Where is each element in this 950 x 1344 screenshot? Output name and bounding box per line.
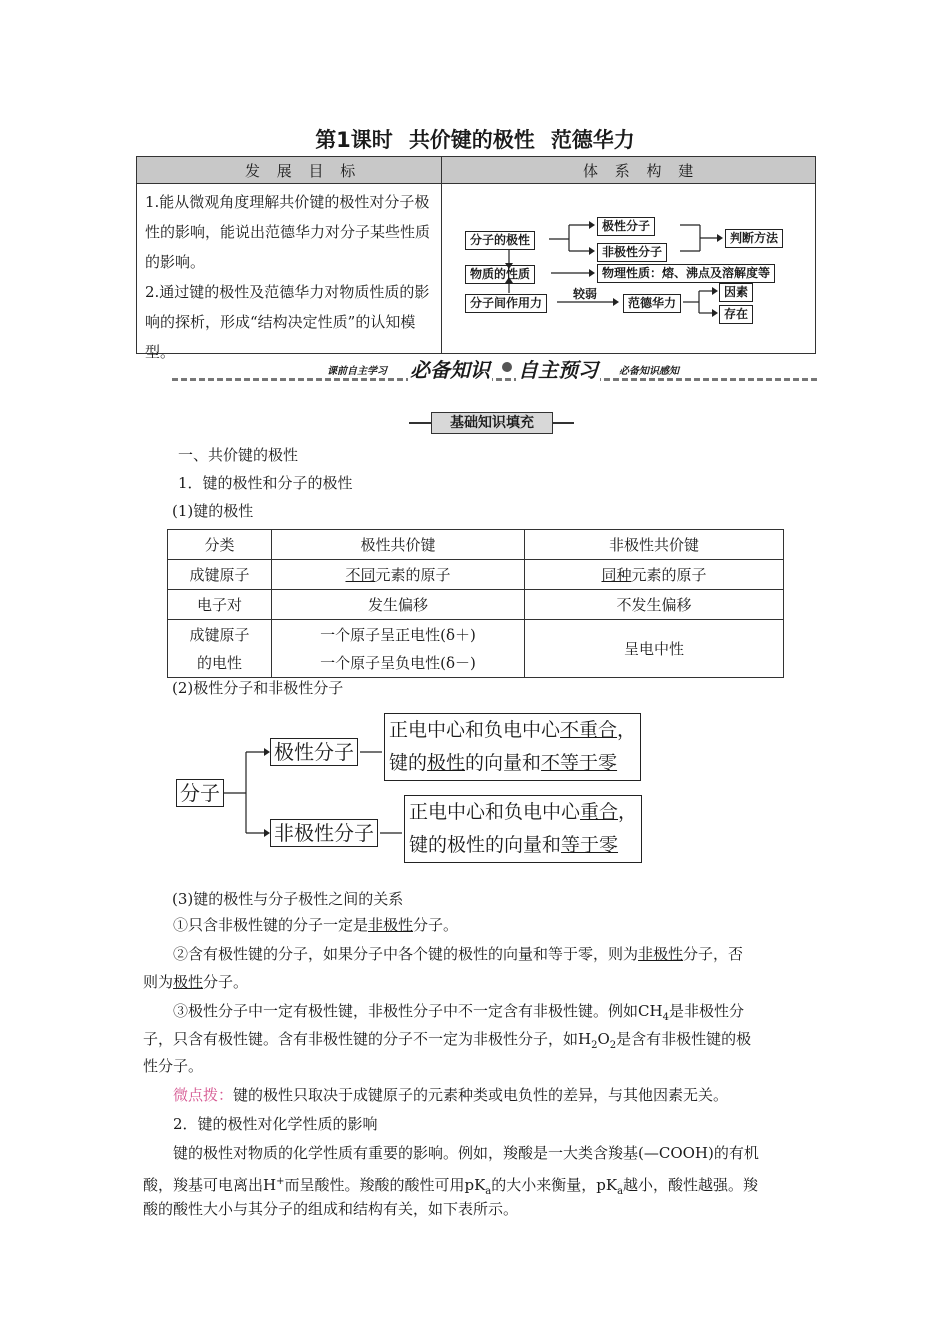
node-substance-properties: 物质的性质: [465, 265, 535, 284]
node-factors: 因素: [719, 283, 753, 302]
banner-left: 课前自主学习: [324, 362, 390, 377]
node-van-der-waals: 范德华力: [623, 294, 681, 313]
banner-title-2: 自主预习: [516, 354, 600, 383]
th-nonpolar: 非极性共价键: [525, 530, 784, 560]
page-title: 第1课时 共价键的极性 范德华力: [315, 128, 635, 152]
heading-3: (1)键的极性: [172, 502, 254, 520]
banner-right: 必备知识感知: [616, 362, 682, 377]
heading-4: (2)极性分子和非极性分子: [172, 679, 344, 697]
para-line-2: 酸，羧基可电离出H+而呈酸性。羧酸的酸性可用$pK_a$的大小来衡量，$pK_a$越小，酸性越强。羧: [143, 1176, 759, 1197]
item-3-line-3: 性分子。: [143, 1057, 204, 1075]
th-polar: 极性共价键: [272, 530, 525, 560]
tip-label: 微点拨：: [173, 1086, 234, 1104]
item-3-line-2: 子，只含有极性键。含有非极性键的分子不一定为非极性分子，如$H_2O_2$是含有非极性键的极: [143, 1030, 752, 1051]
header-system: 体 系 构 建: [583, 162, 700, 180]
node-molecular-polarity: 分子的极性: [465, 231, 535, 250]
box-nonpolar-molecule: 非极性分子: [270, 819, 378, 847]
node-physical-properties: 物理性质：熔、沸点及溶解度等: [597, 264, 775, 283]
item-1: ①只含非极性键的分子一定是非极性分子。: [173, 916, 459, 934]
tip-note: 微点拨：键的极性只取决于成键原子的元素种类或电负性的差异，与其他因素无关。: [173, 1086, 729, 1104]
heading-6: 2．键的极性对化学性质的影响: [173, 1115, 378, 1133]
box-polar-molecule: 极性分子: [270, 738, 358, 766]
goal-2: 2.通过键的极性及范德华力对物质性质的影响的探析，形成“结构决定性质”的认知模型。: [145, 283, 430, 361]
node-existence: 存在: [719, 305, 753, 324]
node-nonpolar-molecule: 非极性分子: [597, 243, 667, 262]
box-polar-definition: 正电中心和负电中心不重合， 键的极性的向量和不等于零: [384, 713, 641, 781]
label-weak: 较弱: [573, 287, 598, 301]
node-intermolecular-force: 分子间作用力: [465, 294, 547, 313]
th-category: 分类: [168, 530, 272, 560]
node-polar-molecule: 极性分子: [597, 217, 655, 236]
para-line-1: 键的极性对物质的化学性质有重要的影响。例如，羧酸是一大类含羧基(—COOH)的有机: [173, 1144, 759, 1162]
item-2-line-1: ②含有极性键的分子，如果分子中各个键的极性的向量和等于零，则为非极性分子，否: [173, 945, 744, 963]
goal-1: 1.能从微观角度理解共价键的极性对分子极性的影响，能说出范德华力对分子某些性质的影响。: [145, 193, 431, 271]
box-nonpolar-definition: 正电中心和负电中心重合， 键的极性的向量和等于零: [404, 795, 642, 863]
heading-5: (3)键的极性与分子极性之间的关系: [172, 890, 404, 908]
item-2-line-2: 则为极性分子。: [143, 973, 249, 991]
section-tag-text: 基础知识填充: [431, 412, 553, 434]
box-molecule: 分子: [176, 779, 224, 807]
bond-polarity-table: 分类 极性共价键 非极性共价键 成键原子 不同元素的原子 同种元素的原子 电子对 发生偏移 不发生偏移 成键原子 的电性 一个原子呈正电性(δ＋) 一个原子呈负电性(δ－) 呈电中性: [167, 529, 784, 678]
header-goals: 发 展 目 标: [245, 162, 362, 180]
heading-2: 1．键的极性和分子的极性: [178, 474, 353, 492]
item-3-line-1: ③极性分子中一定有极性键，非极性分子中不一定含有非极性键。例如$CH_4$是非极性分: [173, 1002, 744, 1023]
heading-1: 一、共价键的极性: [178, 446, 299, 464]
para-line-3: 酸的酸性大小与其分子的组成和结构有关，如下表所示。: [143, 1200, 519, 1218]
banner-title-1: 必备知识: [408, 354, 492, 383]
node-judge-method: 判断方法: [725, 229, 783, 248]
